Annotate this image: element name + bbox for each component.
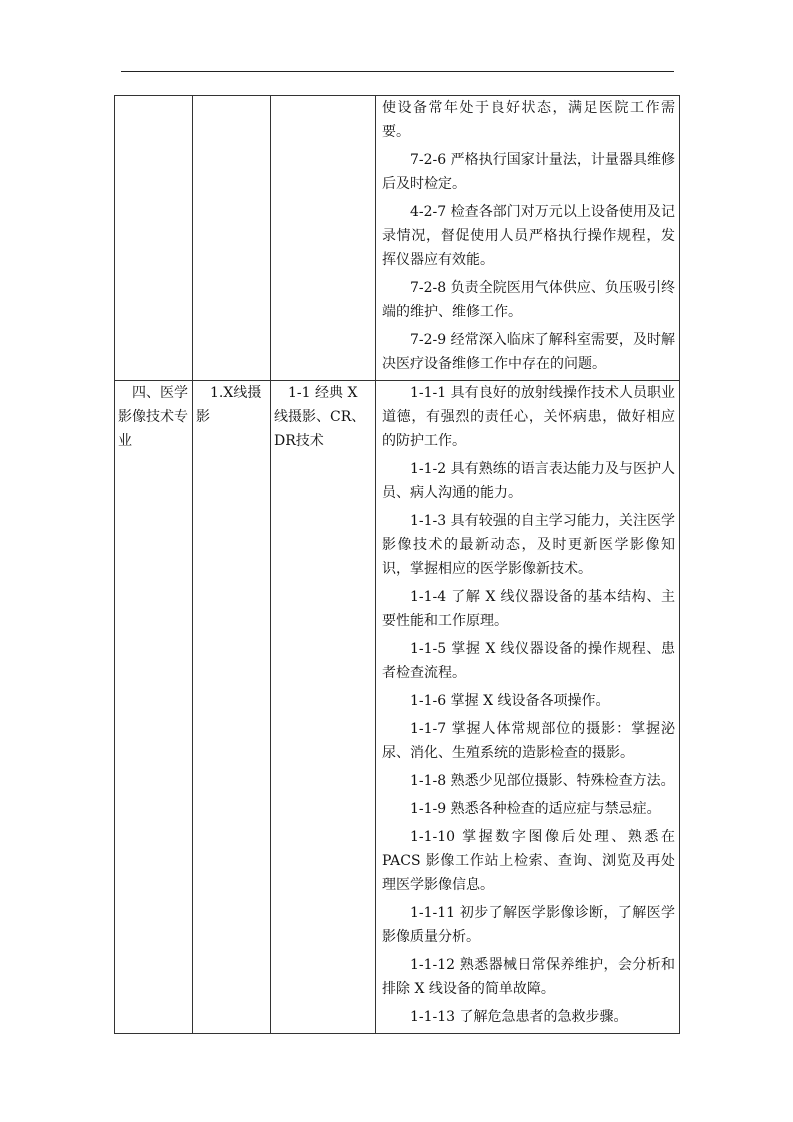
content-paragraph: 1-1-11 初步了解医学影像诊断，了解医学影像质量分析。 (382, 905, 675, 945)
content-paragraph: 1-1-3 具有较强的自主学习能力，关注医学影像技术的最新动态，及时更新医学影像知识，掌握相应的医学影像新技术。 (382, 513, 675, 577)
direction-name: 1.X线摄影 (196, 385, 262, 425)
content-paragraph: 7-2-9 经常深入临床了解科室需要，及时解决医疗设备维修工作中存在的问题。 (382, 332, 675, 372)
major-cell (115, 381, 193, 1034)
header-rule (121, 71, 674, 72)
content-paragraph: 1-1-8 熟悉少见部位摄影、特殊检查方法。 (410, 773, 675, 789)
content-paragraph: 7-2-6 严格执行国家计量法，计量器具维修后及时检定。 (382, 152, 675, 192)
item-cell-empty (271, 96, 376, 381)
content-paragraph: 1-1-9 熟悉各种检查的适应症与禁忌症。 (410, 801, 661, 817)
item-name: 1-1 经典 X 线摄影、CR、DR技术 (274, 385, 366, 449)
direction-cell (193, 381, 271, 1034)
content-paragraph: 1-1-6 掌握 X 线设备各项操作。 (410, 693, 610, 709)
content-paragraph: 使设备常年处于良好状态，满足医院工作需要。 (382, 100, 675, 140)
content-paragraph: 7-2-8 负责全院医用气体供应、负压吸引终端的维护、维修工作。 (382, 280, 675, 320)
content-cell (376, 381, 680, 1034)
major-cell-empty (115, 96, 193, 381)
content-paragraph: 4-2-7 检查各部门对万元以上设备使用及记录情况，督促使用人员严格执行操作规程，发挥仪器应有效能。 (382, 204, 675, 268)
content-paragraph: 1-1-2 具有熟练的语言表达能力及与医护人员、病人沟通的能力。 (382, 461, 675, 501)
content-paragraph: 1-1-10 掌握数字图像后处理、熟悉在 PACS 影像工作站上检索、查询、浏览及再处理医学影像信息。 (382, 829, 675, 893)
content-cell (376, 96, 680, 381)
direction-cell-empty (193, 96, 271, 381)
content-paragraph: 1-1-7 掌握人体常规部位的摄影：掌握泌尿、消化、生殖系统的造影检查的摄影。 (382, 721, 675, 761)
table-row (115, 381, 680, 1034)
content-paragraph: 1-1-12 熟悉器械日常保养维护，会分析和排除 X 线设备的简单故障。 (382, 957, 675, 997)
content-paragraph: 1-1-5 掌握 X 线仪器设备的操作规程、患者检查流程。 (382, 641, 675, 681)
major-name: 四、医学影像技术专业 (118, 385, 188, 449)
item-cell (271, 381, 376, 1034)
content-paragraph: 1-1-1 具有良好的放射线操作技术人员职业道德，有强烈的责任心，关怀病患，做好相应的防护工作。 (382, 385, 675, 449)
curriculum-table (114, 95, 680, 1034)
content-paragraph: 1-1-4 了解 X 线仪器设备的基本结构、主要性能和工作原理。 (382, 589, 675, 629)
table-row (115, 96, 680, 381)
content-paragraph: 1-1-13 了解危急患者的急救步骤。 (410, 1009, 628, 1025)
